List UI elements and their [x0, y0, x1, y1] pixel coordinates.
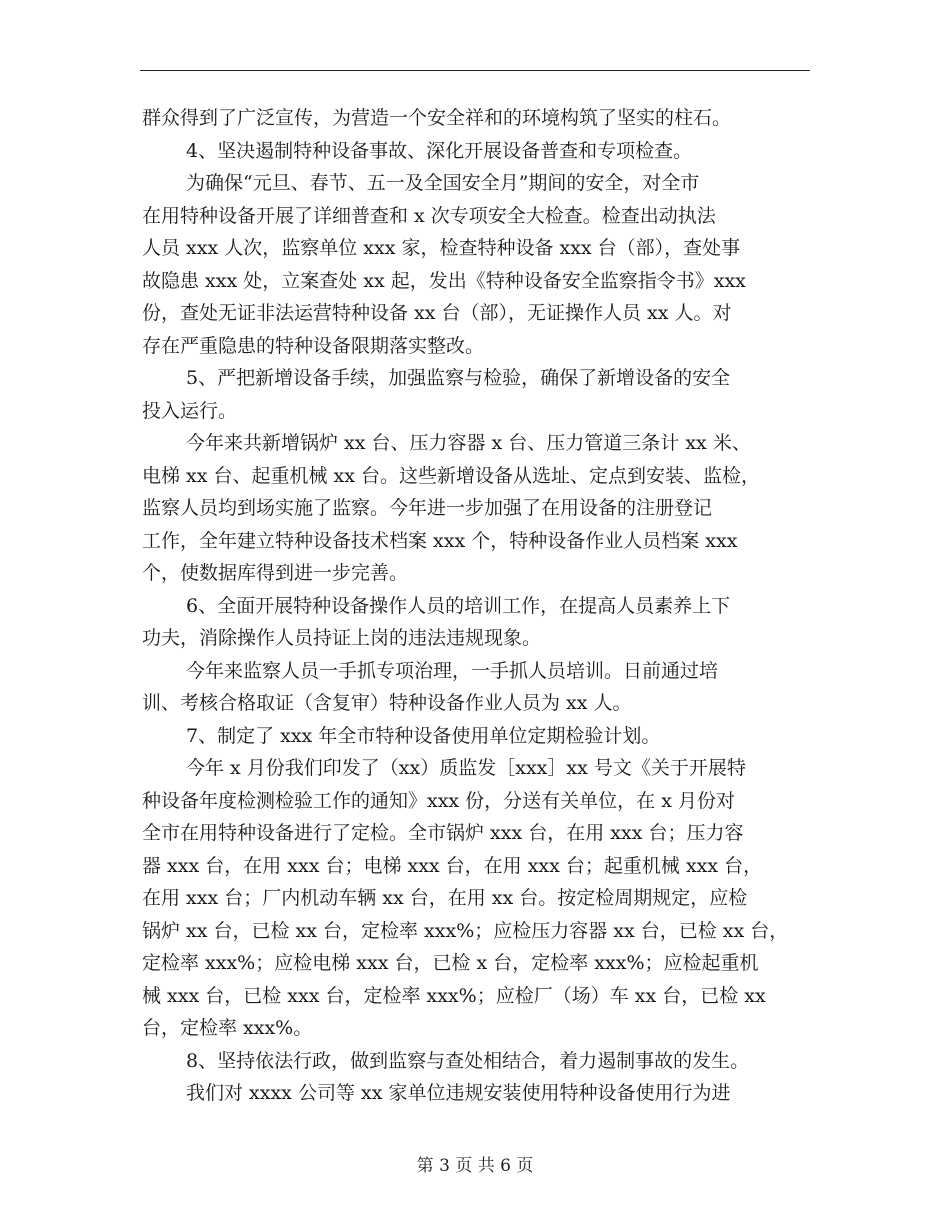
text-line: 种设备年度检测检验工作的通知》xxx 份，分送有关单位，在 x 月份对: [142, 789, 735, 812]
page-number-label: 第 3 页 共 6 页: [416, 1156, 534, 1176]
text-line: 故隐患 xxx 处，立案查处 xx 起，发出《特种设备安全监察指令书》xxx: [142, 269, 746, 292]
text-line: 存在严重隐患的特种设备限期落实整改。: [142, 334, 485, 357]
text-line: 全市在用特种设备进行了定检。全市锅炉 xxx 台，在用 xxx 台；压力容: [142, 822, 744, 844]
text-line: 群众得到了广泛宣传，为营造一个安全祥和的环境构筑了坚实的柱石。: [142, 107, 732, 129]
text-line: 电梯 xx 台、起重机械 xx 台。这些新增设备从选址、定点到安装、监检，: [142, 464, 761, 487]
text-line: 我们对 xxxx 公司等 xx 家单位违规安装使用特种设备使用行为进: [186, 1082, 731, 1104]
document-body: [142, 102, 812, 1110]
text-line: 个，使数据库得到进一步完善。: [142, 562, 409, 584]
text-line: 功夫，消除操作人员持证上岗的违法违规现象。: [142, 627, 542, 649]
text-line: 人员 xxx 人次，监察单位 xxx 家，检查特种设备 xxx 台（部），查处事: [142, 237, 741, 259]
text-line: 份，查处无证非法运营特种设备 xx 台（部），无证操作人员 xx 人。对: [142, 302, 732, 324]
text-line: 训、考核合格取证（含复审）特种设备作业人员为 xx 人。: [142, 692, 632, 714]
text-line: 今年来监察人员一手抓专项治理，一手抓人员培训。日前通过培: [186, 659, 719, 682]
text-line: 定检率 xxx%；应检电梯 xxx 台，已检 x 台，定检率 xxx%；应检起重机: [142, 952, 759, 974]
text-line: 台，定检率 xxx%。: [142, 1017, 313, 1039]
text-line: 器 xxx 台，在用 xxx 台；电梯 xxx 台，在用 xxx 台；起重机械 xxx 台，: [142, 854, 763, 877]
text-line: 今年来共新增锅炉 xx 台、压力容器 x 台、压力管道三条计 xx 米、: [186, 432, 751, 454]
page-footer: [0, 1154, 950, 1178]
text-line: 监察人员均到场实施了监察。今年进一步加强了在用设备的注册登记: [142, 497, 713, 519]
text-line: 7、制定了 xxx 年全市特种设备使用单位定期检验计划。: [186, 724, 661, 747]
text-line: 6、全面开展特种设备操作人员的培训工作，在提高人员素养上下: [186, 594, 731, 617]
text-line: 今年 x 月份我们印发了（xx）质监发［xxx］xx 号文《关于开展特: [186, 757, 746, 779]
text-line: 为确保“元旦、春节、五一及全国安全月”期间的安全，对全市: [186, 172, 700, 194]
text-line: 在用特种设备开展了详细普查和 x 次专项安全大检查。检查出动执法: [142, 204, 716, 227]
text-line: 4、坚决遏制特种设备事故、深化开展设备普查和专项检查。: [186, 139, 693, 162]
text-line: 锅炉 xx 台，已检 xx 台，定检率 xxx%；应检压力容器 xx 台，已检 xx 台，: [142, 919, 789, 942]
header-rule: [140, 70, 810, 71]
text-line: 投入运行。: [142, 399, 238, 422]
text-line: 在用 xxx 台；厂内机动车辆 xx 台，在用 xx 台。按定检周期规定，应检: [142, 887, 748, 909]
text-line: 8、坚持依法行政，做到监察与查处相结合，着力遏制事故的发生。: [186, 1049, 750, 1072]
text-line: 工作，全年建立特种设备技术档案 xxx 个，特种设备作业人员档案 xxx: [142, 529, 738, 552]
text-line: 械 xxx 台，已检 xxx 台，定检率 xxx%；应检厂（场）车 xx 台，已检 xx: [142, 984, 766, 1007]
text-line: 5、严把新增设备手续，加强监察与检验，确保了新增设备的安全: [186, 367, 731, 389]
